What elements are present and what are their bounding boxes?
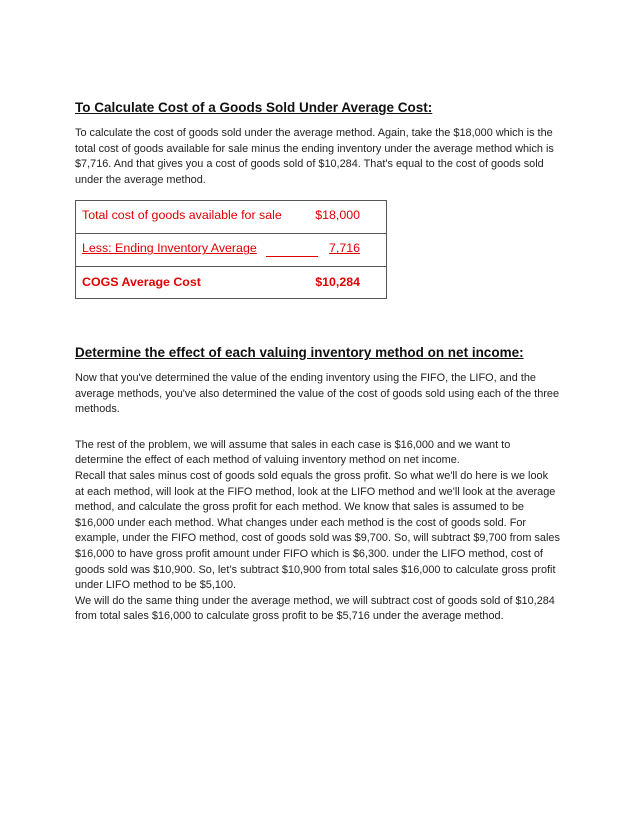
paragraph-gross-profit-method: Recall that sales minus cost of goods sold equals the gross profit. So what we'll do here is we look at each method, will look at the FIFO method, look at the LIFO method and we'll look at the average method, and calculate the gross profit for each method. We know that sales is assumed to be $16,000 under each method. What changes under each method is the cost of goods sold. For example, under the FIFO method, cost of goods sold was $9,700. So, will subtract $9,700 from sales $16,000 to have gross profit amount under FIFO which is $6,300. under the LIFO method, cost of goods sold was $10,900. So, let’s subtract $10,900 from total sales $16,000 to calculate gross profit under LIFO method to be $5,100. — [75, 469, 560, 592]
row-label: COGS Average Cost — [82, 275, 201, 290]
row-amount: $18,000 — [315, 208, 360, 223]
cogs-average-table — [75, 200, 387, 299]
row-amount: $10,284 — [315, 275, 360, 290]
paragraph-average-cost: To calculate the cost of goods sold under the average method. Again, take the $18,000 which is the total cost of goods available for sale minus the ending inventory under the average method which is $7,716. And that gives you a cost of goods sold of $10,284. That's equal to the cost of goods sold under the average method. — [75, 127, 554, 186]
underline-rule — [266, 256, 318, 257]
section-heading-net-income: Determine the effect of each valuing inventory method on net income: — [75, 345, 524, 360]
spacer — [75, 418, 560, 438]
table-row-total-cost — [76, 201, 386, 234]
section-heading-average-cost: To Calculate Cost of a Goods Sold Under Average Cost: — [75, 100, 433, 115]
row-amount: 7,716 — [328, 241, 360, 256]
table-row-cogs — [76, 267, 386, 298]
row-label: Total cost of goods available for sale — [82, 208, 282, 223]
section-net-income-effect — [75, 345, 560, 625]
paragraph-sales-assumption: The rest of the problem, we will assume that sales in each case is $16,000 and we want to determine the effect of each method of valuing inventory method on net income. — [75, 438, 511, 467]
paragraph-intro: Now that you've determined the value of the ending inventory using the FIFO, the LIFO, and the average methods, you've also determined the value of the cost of goods sold using each of the three methods. — [75, 372, 559, 416]
table-row-ending-inventory — [76, 234, 386, 267]
row-label: Less: Ending Inventory Average — [82, 241, 257, 256]
section-average-cost — [75, 100, 560, 299]
paragraph-average-gross-profit: We will do the same thing under the average method, we will subtract cost of goods sold of $10,284 from total sales $16,000 to calculate gross profit to be $5,716 under the average method. — [75, 594, 555, 623]
